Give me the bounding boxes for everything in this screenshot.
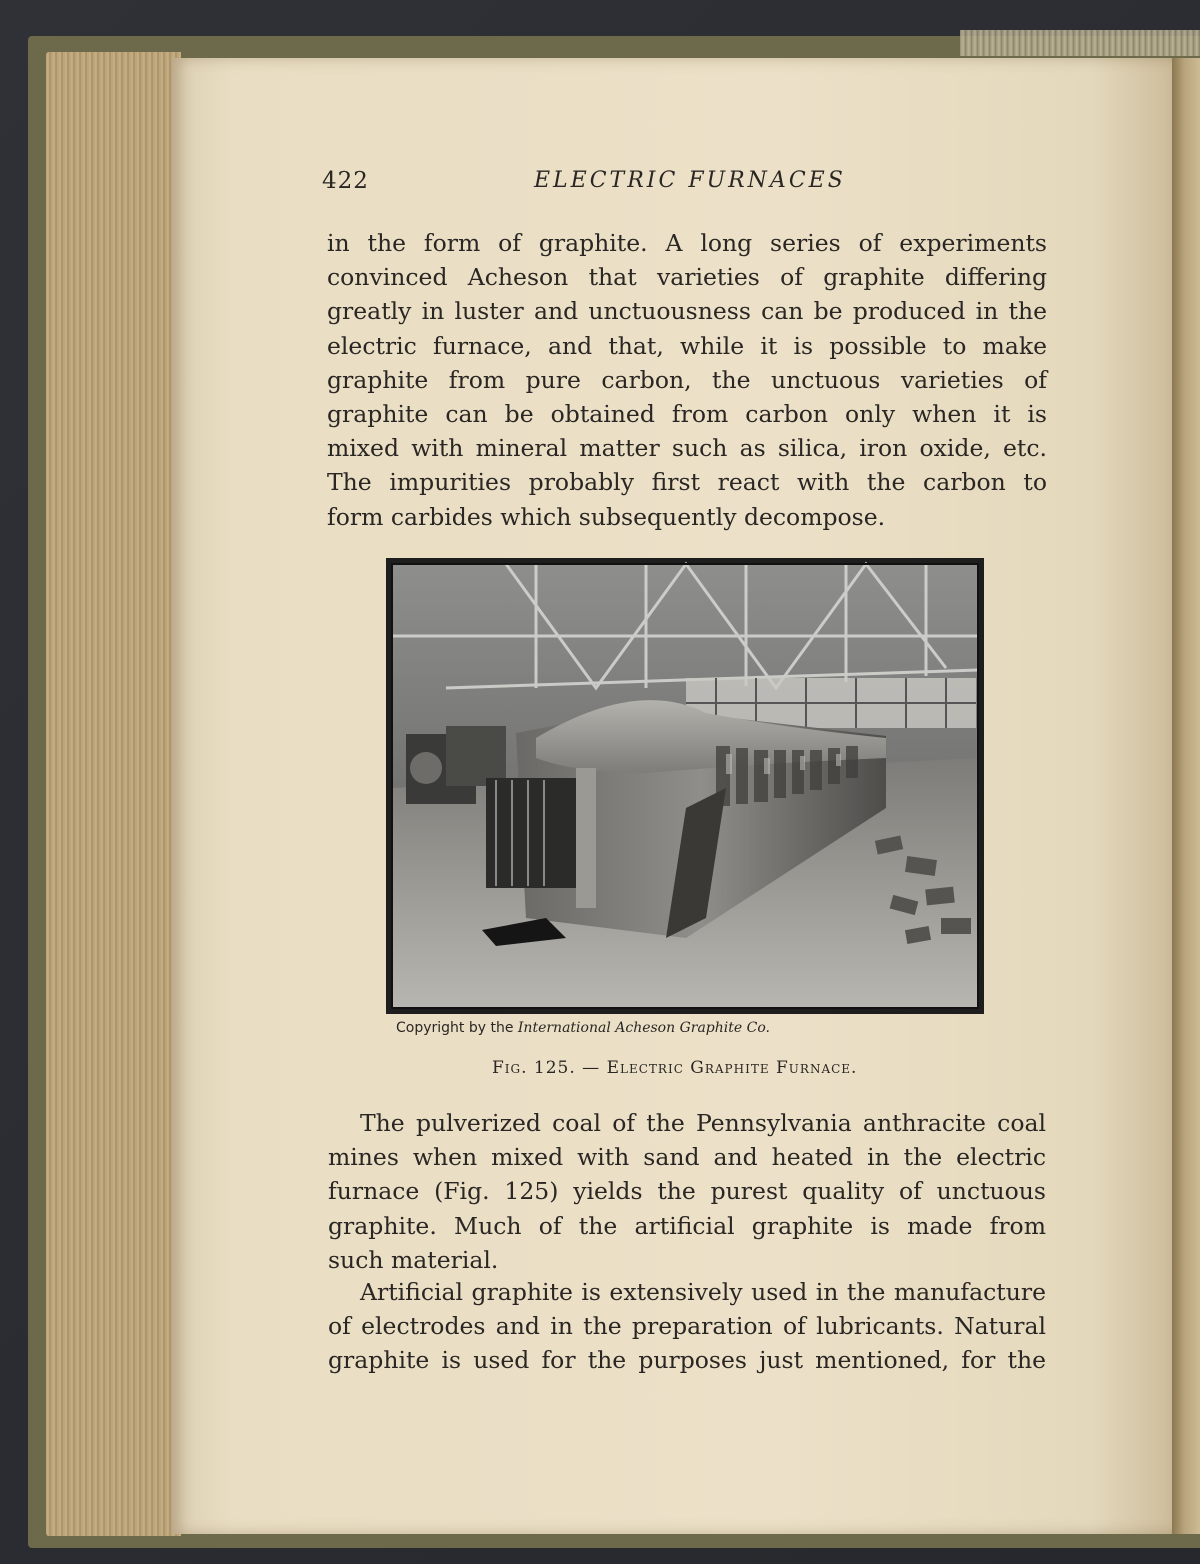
text-line: graphite can be obtained from carbon only when it is [327,400,1047,429]
credit-company: International Acheson Graphite Co. [517,1020,770,1036]
credit-prefix: Copyright by the [396,1020,518,1036]
text-line: of electrodes and in the preparation of lubricants. Natural [328,1312,1046,1341]
paragraph-graphite-experiments [327,226,1047,534]
furnace-photo-svg [386,558,984,1014]
page-edges [46,52,181,1536]
text-line: mines when mixed with sand and heated in the electric [328,1143,1046,1172]
figure-caption: Fig. 125. — Electric Graphite Furnace. [492,1058,858,1078]
text-line: graphite. Much of the artificial graphite is made from [328,1211,1046,1240]
text-line: Artificial graphite is extensively used in the manufacture [360,1278,1046,1306]
paragraph-pennsylvania-coal [328,1106,1046,1277]
spine-headband [960,30,1200,56]
text-line: convinced Acheson that varieties of graphite differing [327,263,1047,292]
text-line: graphite is used for the purposes just mentioned, for the [328,1346,1046,1375]
paragraph-artificial-graphite-uses [328,1275,1046,1378]
text-line: mixed with mineral matter such as silica, iron oxide, etc. [327,434,1047,463]
header-title: ELECTRIC FURNACES [534,168,846,193]
text-line: such material. [328,1245,499,1274]
text-line: The impurities probably first react with the carbon to [327,468,1047,497]
text-line: furnace (Fig. 125) yields the purest quality of unctuous [328,1177,1046,1206]
text-line: greatly in luster and unctuousness can be produced in the [327,297,1047,326]
page-number: 422 [322,168,369,194]
text-line: The pulverized coal of the Pennsylvania anthracite coal [360,1109,1046,1137]
furnace-photograph [386,558,984,1014]
text-line: form carbides which subsequently decompose. [327,502,886,531]
running-head [322,168,1038,202]
text-line: in the form of graphite. A long series of experiments [327,229,1047,257]
figure-credit [396,1020,770,1036]
text-line: graphite from pure carbon, the unctuous varieties of [327,365,1047,394]
facing-page-gutter [1172,58,1200,1534]
text-line: electric furnace, and that, while it is possible to make [327,331,1047,360]
